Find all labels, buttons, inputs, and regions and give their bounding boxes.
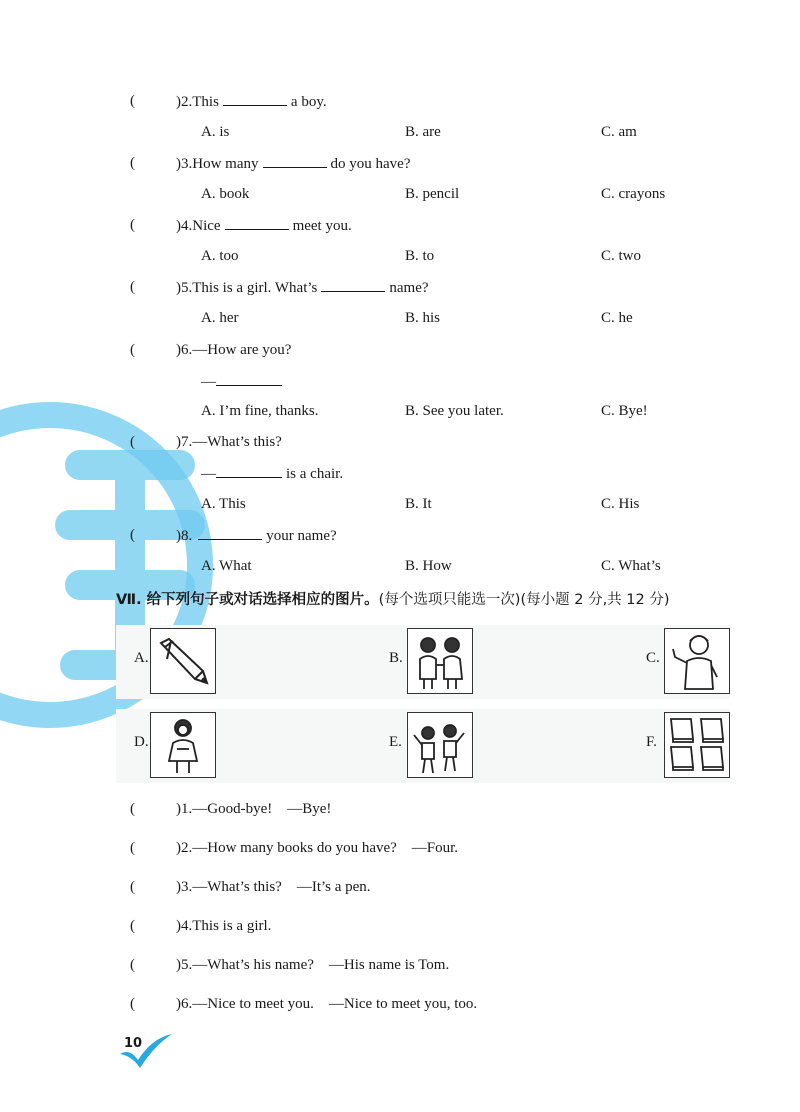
picture-label: B. <box>389 650 403 666</box>
option-c: C. Bye! <box>601 403 648 419</box>
option-b: B. See you later. <box>405 403 504 419</box>
option-b: B. are <box>405 124 441 140</box>
picture-label: C. <box>646 650 660 666</box>
picture-label: A. <box>134 650 149 666</box>
boy-waving-icon[interactable] <box>664 628 730 694</box>
fill-blank[interactable] <box>216 371 282 386</box>
pen-icon[interactable] <box>150 628 216 694</box>
page-number: 10 <box>124 1036 143 1051</box>
option-c: C. am <box>601 124 637 140</box>
answer-paren[interactable]: ( <box>130 527 135 543</box>
option-b: B. How <box>405 558 452 574</box>
answer-paren[interactable]: ( <box>130 840 135 856</box>
option-a: A. too <box>201 248 239 264</box>
option-a: A. book <box>201 186 250 202</box>
answer-paren[interactable]: ( <box>130 996 135 1012</box>
option-a: A. What <box>201 558 252 574</box>
two-girls-icon[interactable] <box>407 628 473 694</box>
option-b: B. It <box>405 496 432 512</box>
picture-label: D. <box>134 734 149 750</box>
option-c: C. crayons <box>601 186 666 202</box>
option-b: B. pencil <box>405 186 460 202</box>
picture-label: F. <box>646 734 657 750</box>
option-c: C. he <box>601 310 633 326</box>
answer-paren[interactable]: ( <box>130 801 135 817</box>
fill-blank[interactable] <box>263 153 327 168</box>
girl-icon[interactable] <box>150 712 216 778</box>
fill-blank[interactable] <box>223 91 287 106</box>
answer-paren[interactable]: ( <box>130 93 135 109</box>
option-c: C. What’s <box>601 558 661 574</box>
fill-blank[interactable] <box>216 463 282 478</box>
fill-blank[interactable] <box>225 215 289 230</box>
option-c: C. two <box>601 248 642 264</box>
option-b: B. to <box>405 248 435 264</box>
answer-paren[interactable]: ( <box>130 434 135 450</box>
option-a: A. I’m fine, thanks. <box>201 403 319 419</box>
option-a: A. her <box>201 310 239 326</box>
option-c: C. His <box>601 496 640 512</box>
answer-paren[interactable]: ( <box>130 879 135 895</box>
answer-paren[interactable]: ( <box>130 217 135 233</box>
fill-blank[interactable] <box>198 525 262 540</box>
option-a: A. This <box>201 496 246 512</box>
children-waving-icon[interactable] <box>407 712 473 778</box>
option-b: B. his <box>405 310 441 326</box>
answer-paren[interactable]: ( <box>130 279 135 295</box>
option-a: A. is <box>201 124 230 140</box>
fill-blank[interactable] <box>321 277 385 292</box>
answer-paren[interactable]: ( <box>130 342 135 358</box>
four-books-icon[interactable] <box>664 712 730 778</box>
section-heading: Ⅶ. 给下列句子或对话选择相应的图片。(每个选项只能选一次)(每小题 2 分,共 12 分) <box>116 592 670 608</box>
answer-paren[interactable]: ( <box>130 957 135 973</box>
answer-paren[interactable]: ( <box>130 918 135 934</box>
picture-label: E. <box>389 734 402 750</box>
answer-paren[interactable]: ( <box>130 155 135 171</box>
